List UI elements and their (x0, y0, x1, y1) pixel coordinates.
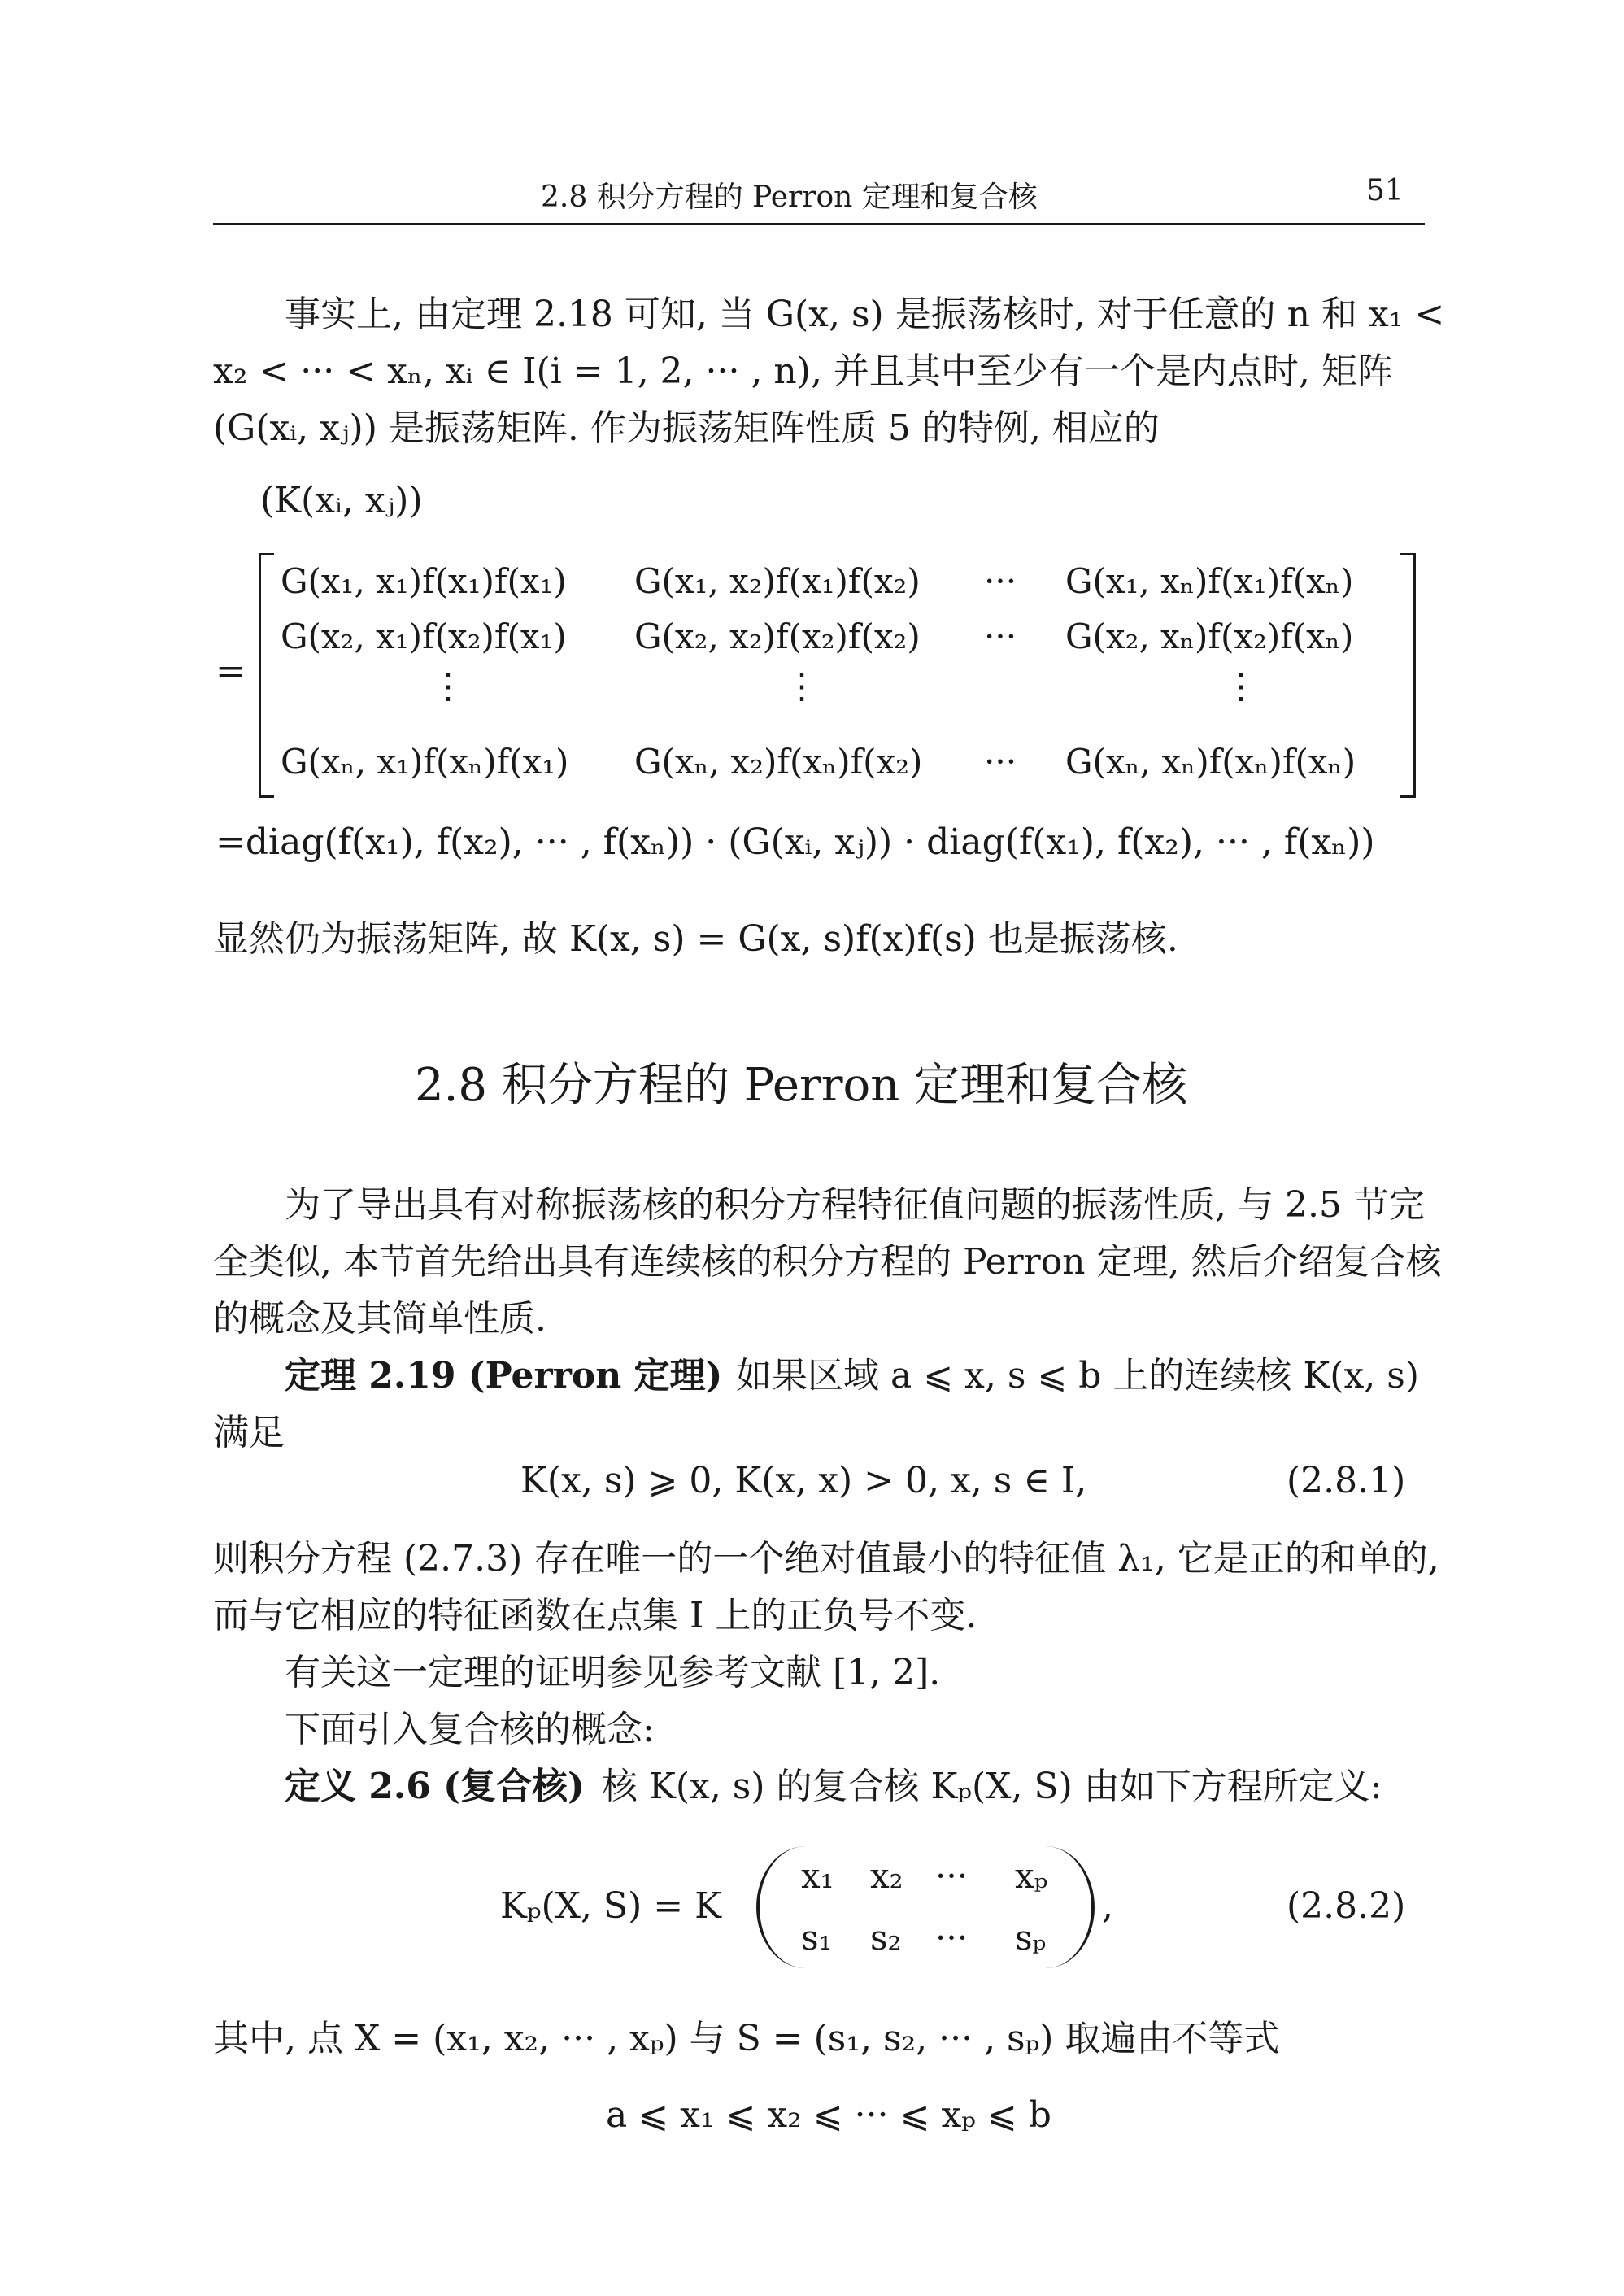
section-title: 2.8 积分方程的 Perron 定理和复合核 (415, 1059, 1188, 1112)
top-arg-1: x₁ (801, 1856, 834, 1896)
definition-label: 定义 2.6 (复合核) (285, 1766, 585, 1807)
matrix-cell-1-1: G(x₁, x₁)f(x₁)f(x₁) (281, 561, 567, 601)
matrix-cell-2-3: ··· (984, 616, 1017, 656)
top-arg-2: x₂ (870, 1856, 903, 1896)
para4: 其中, 点 X = (x₁, x₂, ··· , xₚ) 与 S = (s₁, s₂, ··· , sₚ) 取遍由不等式 (213, 2018, 1280, 2059)
proof-reference: 有关这一定理的证明参见参考文献 [1, 2]. (285, 1652, 941, 1693)
theorem-text-line2: 满足 (213, 1412, 285, 1453)
matrix-cell-4-3: ··· (984, 742, 1017, 782)
theorem-after-line1: 则积分方程 (2.7.3) 存在唯一的一个绝对值最小的特征值 λ₁, 它是正的和单的, (213, 1538, 1439, 1579)
matrix-right-bracket (1400, 553, 1416, 798)
equation-number-2-8-2: (2.8.2) (1287, 1885, 1406, 1927)
matrix-cell-1-3: ··· (984, 561, 1017, 601)
matrix-equals: = (216, 651, 246, 692)
matrix-left-bracket (259, 553, 274, 798)
theorem-after-line2: 而与它相应的特征函数在点集 I 上的正负号不变. (213, 1595, 977, 1636)
equation-number-2-8-1: (2.8.1) (1287, 1460, 1406, 1501)
bottom-arg-2: s₂ (870, 1918, 902, 1958)
para3-line2: 全类似, 本节首先给出具有连续核的积分方程的 Perron 定理, 然后介绍复合核 (213, 1241, 1442, 1283)
para3-line3: 的概念及其简单性质. (213, 1298, 546, 1340)
inequality-formula: a ⩽ x₁ ⩽ x₂ ⩽ ··· ⩽ xₚ ⩽ b (606, 2094, 1051, 2136)
para1-line1: 事实上, 由定理 2.18 可知, 当 G(x, s) 是振荡核时, 对于任意的 n 和 x₁ < (285, 294, 1445, 335)
matrix-cell-1-4: G(x₁, xₙ)f(x₁)f(xₙ) (1065, 561, 1354, 601)
theorem-text-line1: 如果区域 a ⩽ x, s ⩽ b 上的连续核 K(x, s) (736, 1355, 1419, 1396)
running-header-title: 2.8 积分方程的 Perron 定理和复合核 (541, 181, 1038, 214)
page-number: 51 (1366, 174, 1404, 207)
bottom-arg-1: s₁ (801, 1918, 833, 1958)
compound-kernel-lhs: Kₚ(X, S) = K (500, 1885, 721, 1927)
definition-intro: 下面引入复合核的概念: (285, 1709, 655, 1750)
para2: 显然仍为振荡矩阵, 故 K(x, s) = G(x, s)f(x)f(s) 也是振荡核. (213, 918, 1178, 960)
para3-line1: 为了导出具有对称振荡核的积分方程特征值问题的振荡性质, 与 2.5 节完 (285, 1184, 1425, 1226)
formula-comma: , (1102, 1885, 1113, 1927)
matrix-vdots-2: ⋮ (785, 666, 819, 706)
bottom-arg-4: sₚ (1015, 1918, 1047, 1958)
matrix-lhs: (K(xᵢ, xⱼ)) (260, 480, 423, 521)
matrix-cell-4-1: G(xₙ, x₁)f(xₙ)f(x₁) (281, 742, 569, 782)
top-arg-3: ··· (935, 1856, 969, 1896)
matrix-vdots-3: ⋮ (1224, 666, 1258, 706)
theorem-label: 定理 2.19 (Perron 定理) (285, 1355, 723, 1396)
matrix-cell-4-4: G(xₙ, xₙ)f(xₙ)f(xₙ) (1065, 742, 1356, 782)
para1-line3: (G(xᵢ, xⱼ)) 是振荡矩阵. 作为振荡矩阵性质 5 的特例, 相应的 (213, 407, 1160, 449)
header-rule (213, 223, 1425, 225)
matrix-cell-2-4: G(x₂, xₙ)f(x₂)f(xₙ) (1065, 616, 1354, 656)
matrix-cell-4-2: G(xₙ, x₂)f(xₙ)f(x₂) (634, 742, 923, 782)
right-paren (1043, 1846, 1095, 1968)
top-arg-4: xₚ (1015, 1856, 1048, 1896)
matrix-cell-1-2: G(x₁, x₂)f(x₁)f(x₂) (634, 561, 921, 601)
matrix-vdots-1: ⋮ (431, 666, 465, 706)
theorem-formula: K(x, s) ⩾ 0, K(x, x) > 0, x, s ∈ I, (520, 1460, 1087, 1501)
definition-text: 核 K(x, s) 的复合核 Kₚ(X, S) 由如下方程所定义: (602, 1766, 1382, 1807)
matrix-cell-2-1: G(x₂, x₁)f(x₂)f(x₁) (281, 616, 567, 656)
para1-line2: x₂ < ··· < xₙ, xᵢ ∈ I(i = 1, 2, ··· , n), 并且其中至少有一个是内点时, 矩阵 (213, 351, 1393, 392)
diag-product-line: =diag(f(x₁), f(x₂), ··· , f(xₙ)) · (G(xᵢ, xⱼ)) · diag(f(x₁), f(x₂), ··· , f(xₙ)) (216, 821, 1375, 863)
bottom-arg-3: ··· (935, 1918, 969, 1958)
matrix-cell-2-2: G(x₂, x₂)f(x₂)f(x₂) (634, 616, 921, 656)
